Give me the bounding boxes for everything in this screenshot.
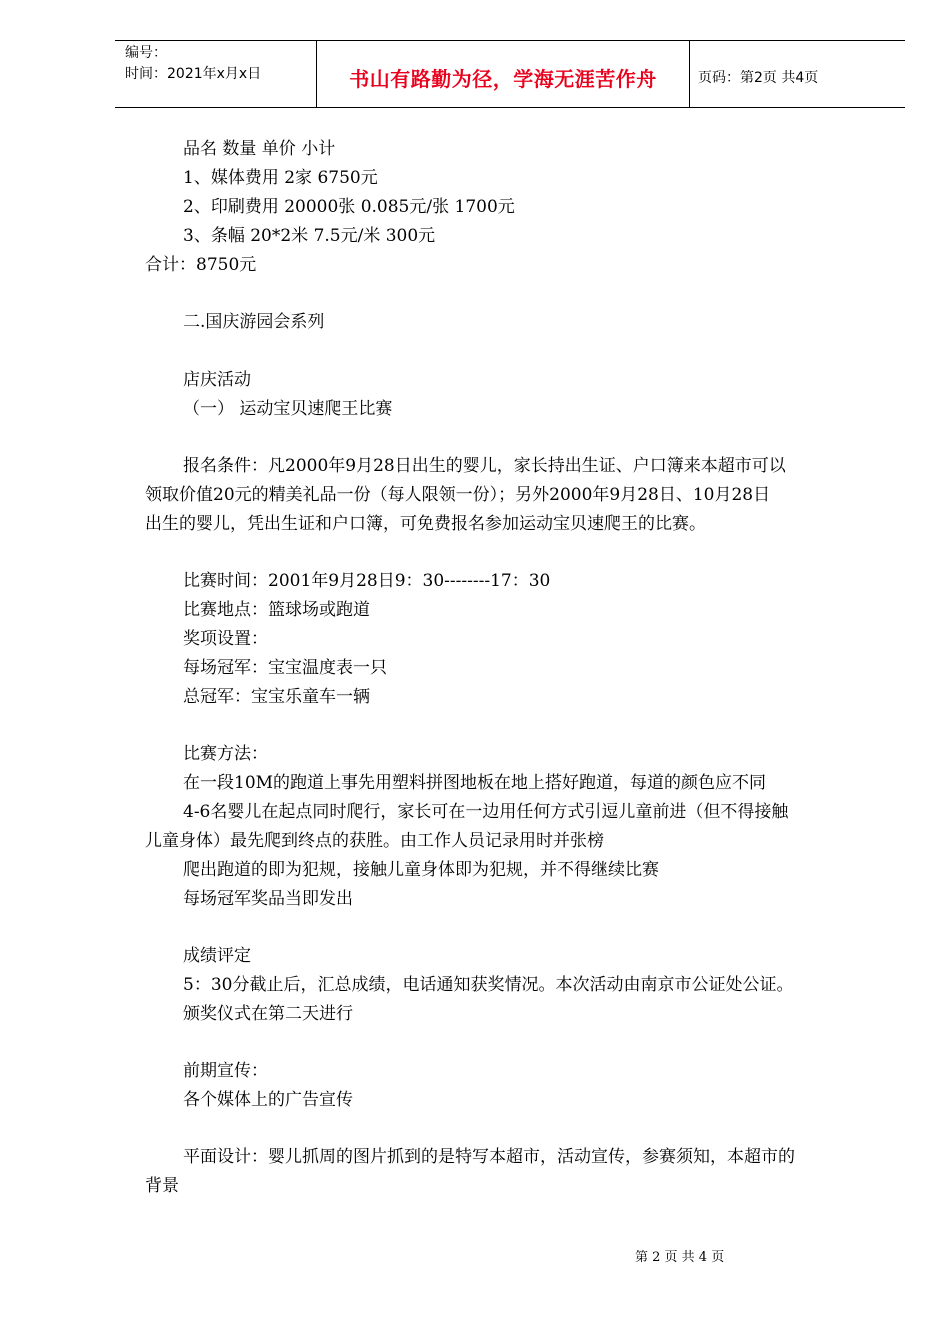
scoring-line-2: 颁奖仪式在第二天进行 [183, 1004, 353, 1024]
date-label: 时间：2021年x月x日 [125, 66, 262, 82]
award-overall: 总冠军：宝宝乐童车一辆 [183, 687, 370, 707]
header-motto: 书山有路勤为径，学海无涯苦作舟 [349, 66, 657, 91]
method-line-4: 爬出跑道的即为犯规，接触儿童身体即为犯规，并不得继续比赛 [183, 860, 659, 880]
page-header [115, 40, 905, 108]
serial-number-label: 编号： [125, 45, 167, 61]
design-line-1: 平面设计：婴儿抓周的图片抓到的是特写本超市，活动宣传，参赛须知，本超市的 [183, 1147, 795, 1167]
cost-item-printing: 2、印刷费用 20000张 0.085元/张 1700元 [183, 197, 515, 217]
method-line-5: 每场冠军奖品当即发出 [183, 889, 353, 909]
table-header-line: 品名 数量 单价 小计 [183, 139, 336, 159]
activity-heading: 店庆活动 [183, 370, 251, 390]
registration-line-2: 领取价值20元的精美礼品一份（每人限领一份）；另外2000年9月28日、10月28日 [145, 485, 771, 505]
awards-heading: 奖项设置： [183, 629, 268, 649]
header-page-info: 页码：第2页 共4页 [698, 70, 819, 86]
promotion-line: 各个媒体上的广告宣传 [183, 1090, 353, 1110]
section-heading: 二.国庆游园会系列 [183, 312, 325, 332]
registration-line-1: 报名条件：凡2000年9月28日出生的婴儿，家长持出生证、户口簿来本超市可以 [183, 456, 786, 476]
method-line-1: 在一段10M的跑道上事先用塑料拼图地板在地上搭好跑道，每道的颜色应不同 [183, 773, 767, 793]
header-meta-cell [115, 41, 316, 107]
page-footer: 第 2 页 共 4 页 [635, 1250, 725, 1265]
promotion-heading: 前期宣传： [183, 1061, 268, 1081]
header-page-cell [690, 41, 905, 107]
scoring-heading: 成绩评定 [183, 946, 251, 966]
registration-line-3: 出生的婴儿，凭出生证和户口簿，可免费报名参加运动宝贝速爬王的比赛。 [145, 514, 706, 534]
design-line-2: 背景 [145, 1176, 179, 1196]
method-line-2: 4-6名婴儿在起点同时爬行，家长可在一边用任何方式引逗儿童前进（但不得接触 [183, 802, 789, 822]
cost-item-banner: 3、条幅 20*2米 7.5元/米 300元 [183, 226, 436, 246]
contest-time: 比赛时间：2001年9月28日9：30--------17：30 [183, 571, 551, 591]
scoring-line-1: 5：30分截止后，汇总成绩，电话通知获奖情况。本次活动由南京市公证处公证。 [183, 975, 794, 995]
contest-location: 比赛地点：篮球场或跑道 [183, 600, 370, 620]
cost-total: 合计：8750元 [145, 255, 257, 275]
award-per-round: 每场冠军：宝宝温度表一只 [183, 658, 387, 678]
activity-subheading: （一） 运动宝贝速爬王比赛 [183, 399, 393, 419]
header-motto-cell [316, 41, 690, 107]
cost-item-media: 1、媒体费用 2家 6750元 [183, 168, 378, 188]
method-heading: 比赛方法： [183, 744, 268, 764]
method-line-3: 儿童身体）最先爬到终点的获胜。由工作人员记录用时并张榜 [145, 831, 604, 851]
